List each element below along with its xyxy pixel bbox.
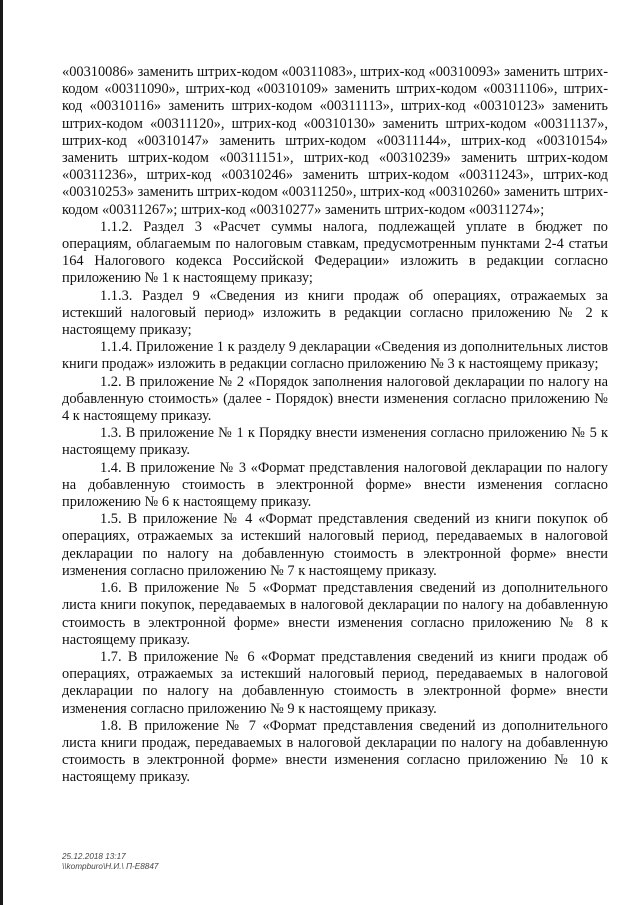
paragraph-1-1-2: 1.1.2. Раздел 3 «Расчет суммы налога, подлежащей уплате в бюджет по операциям, облагаемым по налоговым ставкам, предусмотренным пунктами 2-4 статьи 164 Налогового кодекса Российской Федерации» изложить в редакции согласно приложению № 1 к настоящему приказу;: [62, 218, 608, 287]
scan-edge: [0, 0, 3, 905]
paragraph-1-8: 1.8. В приложение № 7 «Формат представления сведений из дополнительного листа книги продаж, передаваемых в налоговой декларации по налогу на добавленную стоимость в электронной форме» внести изменения согласно приложению № 10 к настоящему приказу.: [62, 717, 608, 786]
paragraph-1-6: 1.6. В приложение № 5 «Формат представления сведений из дополнительного листа книги покупок, передаваемых в налоговой декларации по налогу на добавленную стоимость в электронной форме» внести изменения согласно приложению № 8 к настоящему приказу.: [62, 580, 608, 648]
paragraph-1-5: 1.5. В приложение № 4 «Формат представления сведений из книги покупок об операциях, отражаемых за истекший налоговый период, передаваемых в налоговой декларации по налогу на добавленную стоимость в электронной форме» внести изменения согласно приложению № 7 к настоящему приказу.: [62, 511, 608, 579]
paragraph-1-1-4: 1.1.4. Приложение 1 к разделу 9 декларации «Сведения из дополнительных листов книги продаж» изложить в редакции согласно приложению № 3 к настоящему приказу;: [62, 339, 608, 373]
footer-file-path: \\kompburo\Н.И.\ П-Е8847: [62, 861, 159, 871]
paragraph-1-2: 1.2. В приложение № 2 «Порядок заполнения налоговой декларации по налогу на добавленную стоимость» (далее - Порядок) внести изменения согласно приложению № 4 к настоящему приказу.: [62, 373, 608, 425]
paragraph-1-1-3: 1.1.3. Раздел 9 «Сведения из книги продаж об операциях, отражаемых за истекший налоговый период» изложить в редакции согласно приложению № 2 к настоящему приказу;: [62, 287, 608, 339]
footer-date: 25.12.2018 13:17: [62, 852, 126, 861]
paragraph-1-3: 1.3. В приложение № 1 к Порядку внести изменения согласно приложению № 5 к настоящему приказу.: [62, 425, 608, 459]
print-footer: [62, 852, 158, 871]
paragraph-1-4: 1.4. В приложение № 3 «Формат представления налоговой декларации по налогу на добавленную стоимость в электронной форме» внести изменения согласно приложению № 6 к настоящему приказу.: [62, 459, 608, 511]
paragraph-barcode-replacements: «00310086» заменить штрих-кодом «00311083», штрих-код «00310093» заменить штрих-кодом «00311090», штрих-код «00310109» заменить штрих-кодом «00311106», штрих-код «00310116» заменить штрих-кодом «00311113», штрих-код «00310123» заменить штрих-кодом «00311120», штрих-код «00310130» заменить штрих-кодом «00311137», штрих-код «00310147» заменить штрих-кодом «00311144», штрих-код «00310154» заменить штрих-кодом «00311151», штрих-код «00310239» заменить штрих-кодом «00311236», штрих-код «00310246» заменить штрих-кодом «00311243», штрих-код «00310253» заменить штрих-кодом «00311250», штрих-код «00310260» заменить штрих-кодом «00311267»; штрих-код «00310277» заменить штрих-кодом «00311274»;: [62, 64, 608, 218]
paragraph-1-7: 1.7. В приложение № 6 «Формат представления сведений из книги продаж об операциях, отражаемых за истекший налоговый период, передаваемых в налоговой декларации по налогу на добавленную стоимость в электронной форме» внести изменения согласно приложению № 9 к настоящему приказу.: [62, 648, 608, 717]
document-body: [62, 64, 608, 787]
